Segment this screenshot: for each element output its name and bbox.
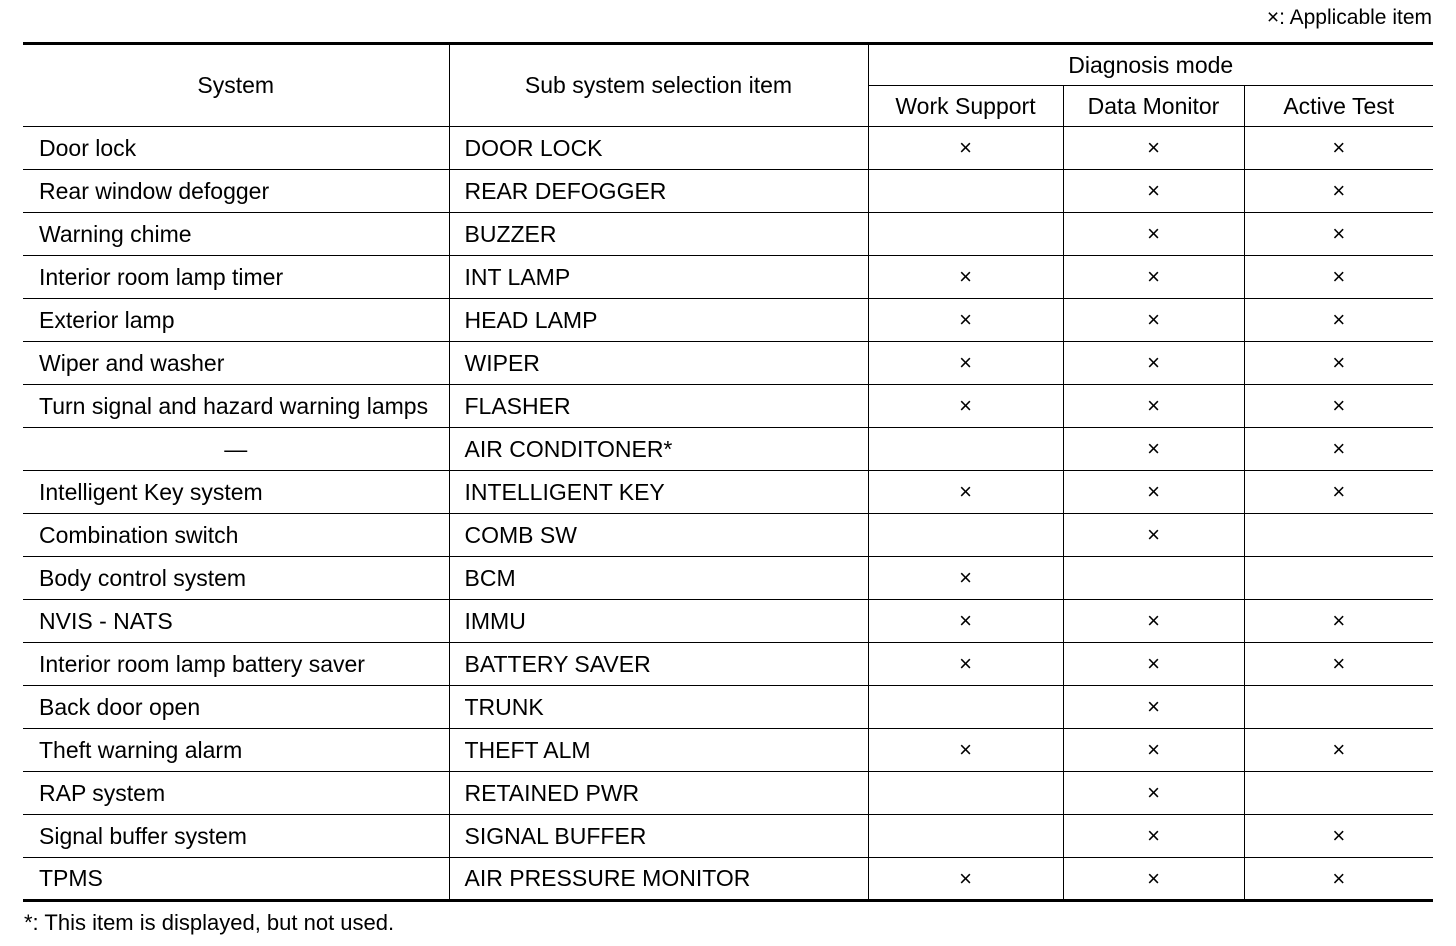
table-body: [23, 127, 1433, 901]
system-cell: —: [23, 428, 449, 471]
subsystem-item-cell: WIPER: [449, 342, 868, 385]
active-test-mark: [1244, 557, 1433, 600]
data-monitor-mark: ×: [1063, 428, 1244, 471]
data-monitor-mark: ×: [1063, 772, 1244, 815]
applicable-item-legend: ×: Applicable item: [1266, 6, 1432, 29]
subsystem-item-cell: COMB SW: [449, 514, 868, 557]
system-column-header: System: [23, 44, 449, 127]
data-monitor-mark: ×: [1063, 858, 1244, 901]
system-cell: Combination switch: [23, 514, 449, 557]
active-test-mark: ×: [1244, 213, 1433, 256]
work-support-column-header: Work Support: [868, 86, 1063, 127]
active-test-mark: ×: [1244, 385, 1433, 428]
subsystem-item-cell: INT LAMP: [449, 256, 868, 299]
table-row: [23, 299, 1433, 342]
system-cell: RAP system: [23, 772, 449, 815]
active-test-mark: ×: [1244, 342, 1433, 385]
work-support-mark: ×: [868, 127, 1063, 170]
work-support-mark: ×: [868, 342, 1063, 385]
data-monitor-mark: ×: [1063, 471, 1244, 514]
data-monitor-mark: ×: [1063, 256, 1244, 299]
subsystem-item-cell: REAR DEFOGGER: [449, 170, 868, 213]
system-cell: Intelligent Key system: [23, 471, 449, 514]
work-support-mark: ×: [868, 557, 1063, 600]
system-cell: Back door open: [23, 686, 449, 729]
work-support-mark: ×: [868, 729, 1063, 772]
system-cell: Interior room lamp battery saver: [23, 643, 449, 686]
table-row: [23, 170, 1433, 213]
table-row: [23, 686, 1433, 729]
subsystem-item-cell: AIR PRESSURE MONITOR: [449, 858, 868, 901]
diagnosis-mode-table: [23, 42, 1433, 902]
table-row: [23, 600, 1433, 643]
subsystem-item-cell: INTELLIGENT KEY: [449, 471, 868, 514]
subsystem-item-cell: BCM: [449, 557, 868, 600]
subsystem-item-cell: RETAINED PWR: [449, 772, 868, 815]
data-monitor-mark: ×: [1063, 686, 1244, 729]
table-row: [23, 256, 1433, 299]
table-row: [23, 858, 1433, 901]
work-support-mark: ×: [868, 600, 1063, 643]
system-cell: Theft warning alarm: [23, 729, 449, 772]
active-test-mark: ×: [1244, 256, 1433, 299]
system-cell: Rear window defogger: [23, 170, 449, 213]
table-row: [23, 471, 1433, 514]
active-test-mark: ×: [1244, 170, 1433, 213]
data-monitor-mark: [1063, 557, 1244, 600]
active-test-mark: ×: [1244, 643, 1433, 686]
work-support-mark: ×: [868, 471, 1063, 514]
subsystem-column-header: Sub system selection item: [449, 44, 868, 127]
work-support-mark: ×: [868, 858, 1063, 901]
system-cell: Body control system: [23, 557, 449, 600]
work-support-mark: ×: [868, 299, 1063, 342]
subsystem-item-cell: TRUNK: [449, 686, 868, 729]
table-row: [23, 213, 1433, 256]
active-test-mark: [1244, 686, 1433, 729]
subsystem-item-cell: BUZZER: [449, 213, 868, 256]
work-support-mark: [868, 686, 1063, 729]
system-cell: NVIS - NATS: [23, 600, 449, 643]
data-monitor-mark: ×: [1063, 514, 1244, 557]
active-test-mark: ×: [1244, 858, 1433, 901]
active-test-mark: ×: [1244, 127, 1433, 170]
active-test-mark: [1244, 514, 1433, 557]
system-cell: Signal buffer system: [23, 815, 449, 858]
table-header: [23, 44, 1433, 127]
table-row: [23, 772, 1433, 815]
subsystem-item-cell: SIGNAL BUFFER: [449, 815, 868, 858]
subsystem-item-cell: BATTERY SAVER: [449, 643, 868, 686]
active-test-mark: [1244, 772, 1433, 815]
data-monitor-column-header: Data Monitor: [1063, 86, 1244, 127]
table-row: [23, 729, 1433, 772]
data-monitor-mark: ×: [1063, 213, 1244, 256]
table-row: [23, 342, 1433, 385]
work-support-mark: [868, 428, 1063, 471]
data-monitor-mark: ×: [1063, 299, 1244, 342]
subsystem-item-cell: THEFT ALM: [449, 729, 868, 772]
subsystem-item-cell: IMMU: [449, 600, 868, 643]
table-row: [23, 514, 1433, 557]
active-test-mark: ×: [1244, 471, 1433, 514]
table-row: [23, 557, 1433, 600]
subsystem-item-cell: FLASHER: [449, 385, 868, 428]
table-row: [23, 643, 1433, 686]
data-monitor-mark: ×: [1063, 127, 1244, 170]
active-test-mark: ×: [1244, 729, 1433, 772]
system-cell: Exterior lamp: [23, 299, 449, 342]
data-monitor-mark: ×: [1063, 643, 1244, 686]
active-test-mark: ×: [1244, 299, 1433, 342]
work-support-mark: [868, 514, 1063, 557]
footnote: *: This item is displayed, but not used.: [24, 910, 395, 935]
system-cell: Turn signal and hazard warning lamps: [23, 385, 449, 428]
active-test-mark: ×: [1244, 428, 1433, 471]
active-test-mark: ×: [1244, 815, 1433, 858]
system-cell: Wiper and washer: [23, 342, 449, 385]
system-cell: Warning chime: [23, 213, 449, 256]
work-support-mark: [868, 815, 1063, 858]
system-cell: Interior room lamp timer: [23, 256, 449, 299]
work-support-mark: [868, 213, 1063, 256]
data-monitor-mark: ×: [1063, 342, 1244, 385]
subsystem-item-cell: HEAD LAMP: [449, 299, 868, 342]
system-cell: Door lock: [23, 127, 449, 170]
table-row: [23, 428, 1433, 471]
table-row: [23, 385, 1433, 428]
diagnosis-mode-header: Diagnosis mode: [868, 44, 1433, 86]
data-monitor-mark: ×: [1063, 170, 1244, 213]
active-test-mark: ×: [1244, 600, 1433, 643]
data-monitor-mark: ×: [1063, 600, 1244, 643]
data-monitor-mark: ×: [1063, 385, 1244, 428]
data-monitor-mark: ×: [1063, 729, 1244, 772]
work-support-mark: ×: [868, 385, 1063, 428]
work-support-mark: [868, 170, 1063, 213]
work-support-mark: [868, 772, 1063, 815]
active-test-column-header: Active Test: [1244, 86, 1433, 127]
subsystem-item-cell: AIR CONDITONER*: [449, 428, 868, 471]
table-row: [23, 815, 1433, 858]
work-support-mark: ×: [868, 256, 1063, 299]
table-row: [23, 127, 1433, 170]
system-cell: TPMS: [23, 858, 449, 901]
data-monitor-mark: ×: [1063, 815, 1244, 858]
subsystem-item-cell: DOOR LOCK: [449, 127, 868, 170]
work-support-mark: ×: [868, 643, 1063, 686]
